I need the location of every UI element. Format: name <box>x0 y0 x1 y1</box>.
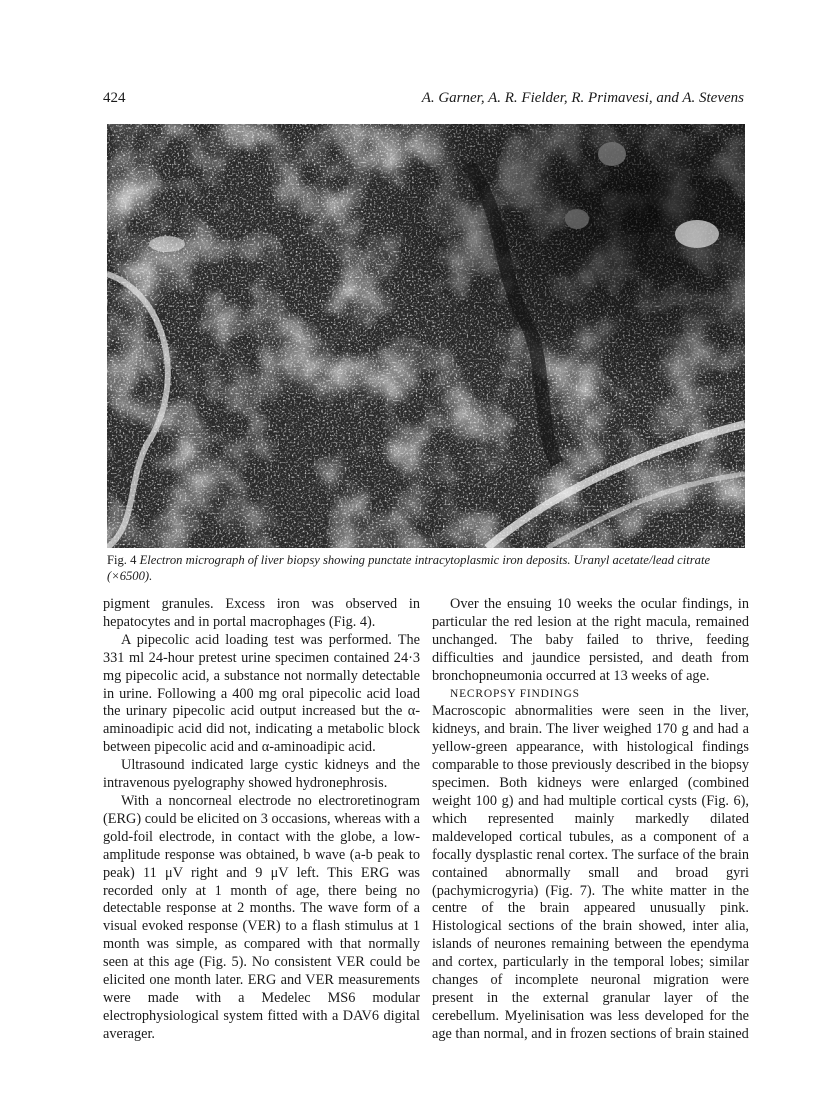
paragraph: pigment granules. Excess iron was observed in hepatocytes and in portal macrophages (Fig. 4). <box>103 596 420 630</box>
right-column <box>432 596 749 1044</box>
left-column <box>103 596 420 1044</box>
paragraph: A pipecolic acid loading test was performed. The 331 ml 24-hour pretest urine specimen contained 24·3 mg pipecolic acid, a substance not normally detectable in urine. Following a 400 mg oral pipecolic acid load the urinary pipecolic acid output increased but the α-aminoadipic acid did not, indicating a metabolic block between pipecolic acid and α-aminoadipic acid. <box>103 631 420 756</box>
section-heading: NECROPSY FINDINGS <box>450 687 580 700</box>
figure-label: Fig. 4 <box>107 553 137 567</box>
paragraph: With a noncorneal electrode no electroretinogram (ERG) could be elicited on 3 occasions, whereas with a gold-foil electrode, in contact with the globe, a low-amplitude response was obtained, b wave (a-b peak to peak) 11 μV right and 9 μV left. This ERG was recorded only at 1 month of age, there being no detectable response at 2 months. The wave form of a visual evoked response (VER) to a flash stimulus at 1 month was simple, as compared with that normally seen at this age (Fig. 5). No consistent VER could be elicited one month later. ERG and VER measurements were made with a Medelec MS6 modular electrophysiological system fitted with a DAV6 digital averager. <box>103 792 420 1042</box>
paragraph: Macroscopic abnormalities were seen in the liver, kidneys, and brain. The liver weighed 170 g and had a yellow-green appearance, with histological findings comparable to those previously described in the biopsy specimen. Both kidneys were enlarged (combined weight 100 g) and had multiple cortical cysts (Fig. 6), which represented mainly markedly dilated maldeveloped cortical tubules, as a component of a focally dysplastic renal cortex. The surface of the brain contained abnormally small and broad gyri (pachymicrogyria) (Fig. 7). The white matter in the centre of the brain appeared unusually pink. Histological sections of the brain showed, inter alia, islands of neurones remaining between the ependyma and cortex, particularly in the temporal lobes; similar changes of incomplete neuronal migration were present in the external granular layer of the cerebellum. Myelinisation was less developed for the age than normal, and in frozen sections of brain stained <box>432 703 749 1042</box>
paragraph: Ultrasound indicated large cystic kidneys and the intravenous pyelography showed hydronephrosis. <box>103 757 420 792</box>
electron-micrograph <box>107 124 745 548</box>
figure-caption <box>107 552 747 584</box>
micrograph-image <box>107 124 745 548</box>
page-number: 424 <box>103 90 126 106</box>
figure-caption-text: Electron micrograph of liver biopsy showing punctate intracytoplasmic iron deposits. Uranyl acetate/lead citrate (×6500). <box>107 553 711 583</box>
paragraph: Over the ensuing 10 weeks the ocular findings, in particular the red lesion at the right macula, remained unchanged. The baby failed to thrive, feeding difficulties and jaundice persisted, and death from bronchopneumonia occurred at 13 weeks of age. <box>432 596 749 684</box>
running-head: A. Garner, A. R. Fielder, R. Primavesi, and A. Stevens <box>421 90 744 106</box>
